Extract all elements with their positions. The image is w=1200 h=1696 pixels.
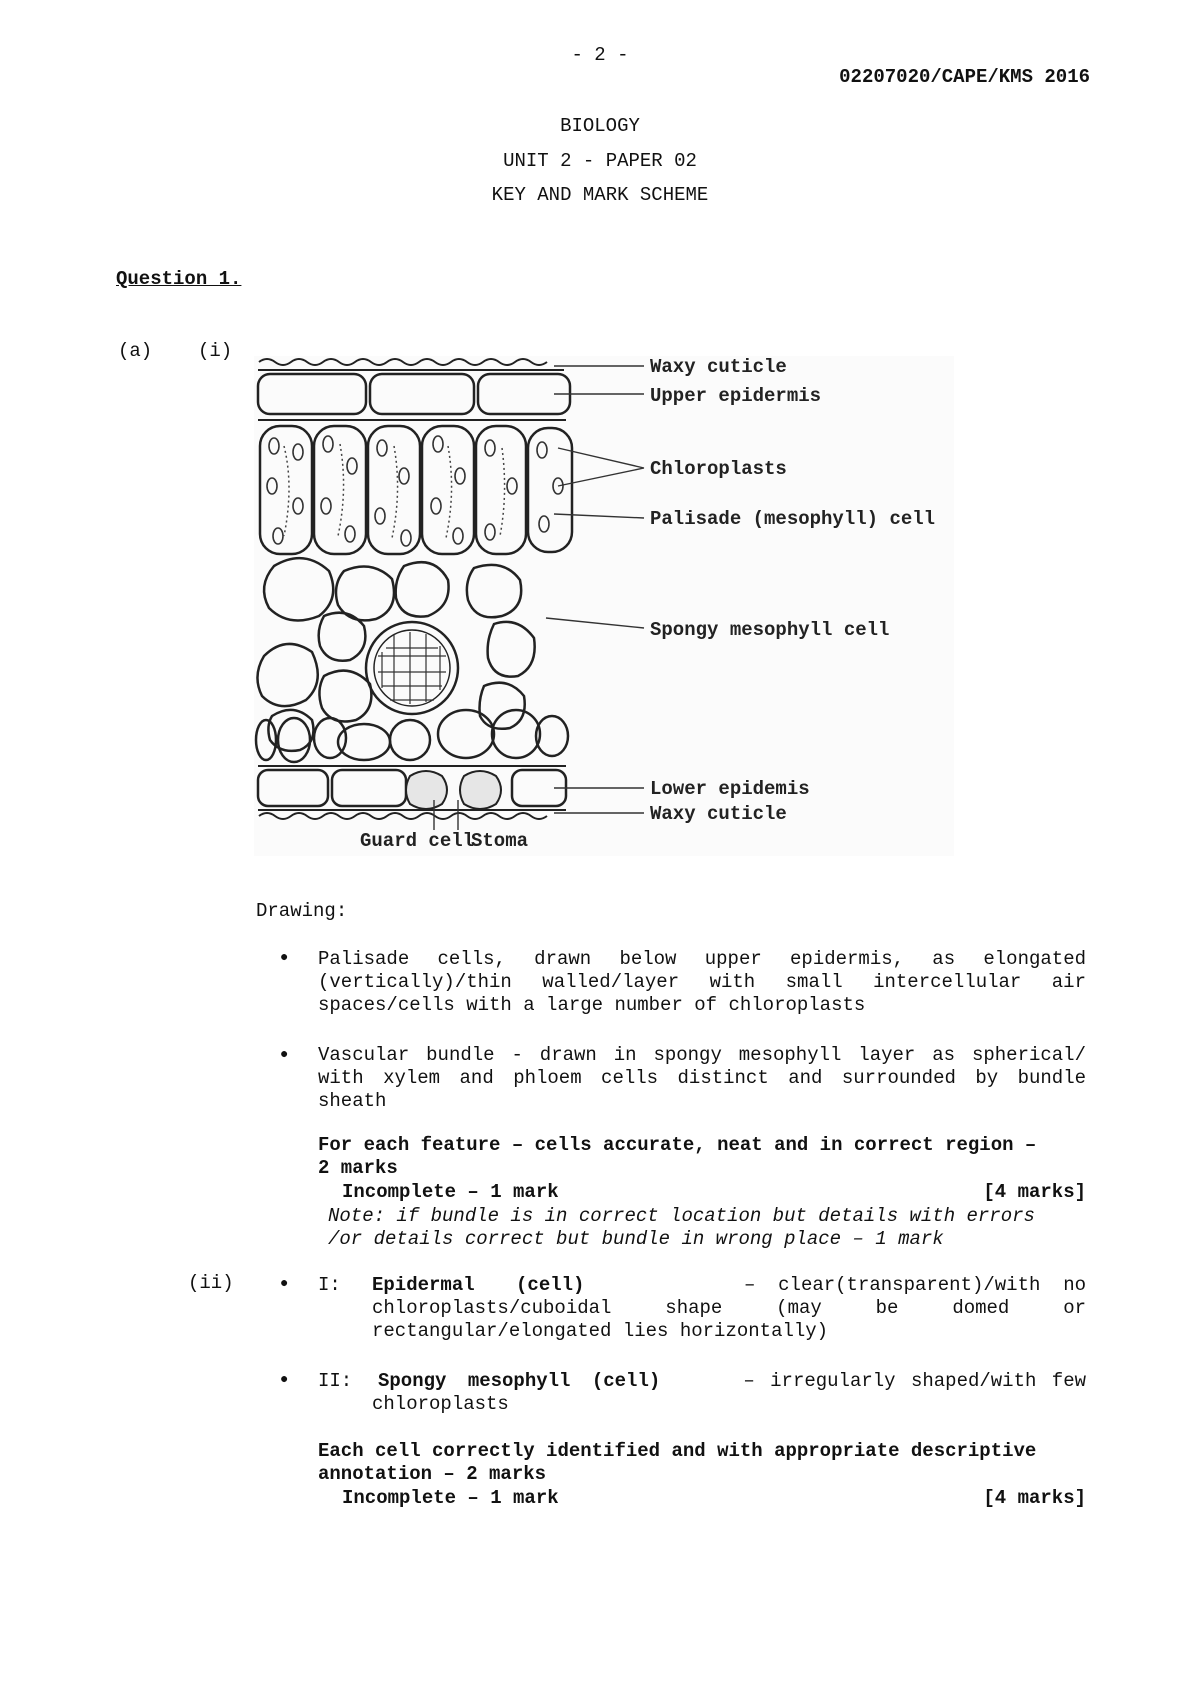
bullet4-text xyxy=(372,1370,1086,1416)
bullet3-prefix: I: xyxy=(318,1274,341,1296)
document-code: 02207020/CAPE/KMS 2016 xyxy=(839,66,1090,88)
bullet3-text xyxy=(372,1274,1086,1343)
marks-i-incomplete: Incomplete – 1 mark xyxy=(342,1181,559,1203)
label-spongy-mesophyll: Spongy mesophyll cell xyxy=(650,619,890,641)
question-heading: Question 1. xyxy=(116,268,242,290)
marks-i-total: [4 marks] xyxy=(983,1181,1086,1203)
marks-ii-total: [4 marks] xyxy=(983,1487,1086,1509)
bullet-point-icon xyxy=(280,1374,292,1386)
bullet4-line1-rest: – irregularly shaped/with few xyxy=(743,1370,1086,1392)
page-number: - 2 - xyxy=(571,44,629,66)
bullet4-line1 xyxy=(378,1370,1086,1393)
marks-i-note2: /or details correct but bundle in wrong place – 1 mark xyxy=(328,1228,944,1250)
title-unit: UNIT 2 - PAPER 02 xyxy=(503,150,697,172)
bullet1-line: (vertically)/thin walled/layer with small intercellular air xyxy=(318,971,1086,993)
drawing-heading: Drawing: xyxy=(256,900,348,922)
marks-i-note1: Note: if bundle is in correct location but details with errors xyxy=(328,1205,1035,1227)
leaf-cross-section-diagram xyxy=(254,356,954,856)
bullet3-line2: chloroplasts/cuboidal shape (may be domed or xyxy=(372,1297,1086,1319)
bullet-point-icon xyxy=(280,1278,292,1290)
bullet-point-icon xyxy=(280,1049,292,1061)
marks-ii-incomplete: Incomplete – 1 mark xyxy=(342,1487,559,1509)
bullet3-line1-rest: – clear(transparent)/with no xyxy=(743,1274,1086,1296)
marks-i-line1: For each feature – cells accurate, neat and in correct region – xyxy=(318,1134,1037,1156)
label-chloroplasts: Chloroplasts xyxy=(650,458,787,480)
bullet3-line1 xyxy=(372,1274,1086,1297)
label-waxy-cuticle-bottom: Waxy cuticle xyxy=(650,803,787,825)
bullet2-line: Vascular bundle - drawn in spongy mesophyll layer as spherical/ xyxy=(318,1044,1086,1066)
marks-i-criteria xyxy=(318,1134,1086,1180)
label-upper-epidermis: Upper epidermis xyxy=(650,385,822,407)
bullet1-line: spaces/cells with a large number of chloroplasts xyxy=(318,994,866,1016)
bullet3-term: Epidermal (cell) xyxy=(372,1274,585,1296)
marks-ii-line1: Each cell correctly identified and with appropriate descriptive xyxy=(318,1440,1037,1462)
bullet2-text xyxy=(318,1044,1086,1113)
label-waxy-cuticle-top: Waxy cuticle xyxy=(650,356,787,378)
bullet3-line3: rectangular/elongated lies horizontally) xyxy=(372,1320,829,1342)
marks-i-line2: 2 marks xyxy=(318,1157,398,1179)
label-stoma: Stoma xyxy=(471,830,529,852)
title-subject: BIOLOGY xyxy=(560,115,640,137)
bullet2-line: sheath xyxy=(318,1090,387,1112)
label-palisade-cell: Palisade (mesophyll) cell xyxy=(650,508,936,530)
marks-ii-line2: annotation – 2 marks xyxy=(318,1463,547,1485)
bullet4-line2: chloroplasts xyxy=(372,1393,509,1415)
part-i-label: (i) xyxy=(198,340,233,362)
bullet2-line: with xylem and phloem cells distinct and surrounded by bundle xyxy=(318,1067,1086,1089)
part-ii-label: (ii) xyxy=(188,1272,234,1294)
bullet1-line: Palisade cells, drawn below upper epidermis, as elongated xyxy=(318,948,1086,970)
part-a-label: (a) xyxy=(118,340,153,362)
label-lower-epidermis: Lower epidemis xyxy=(650,778,810,800)
bullet-point-icon xyxy=(280,952,292,964)
title-scheme: KEY AND MARK SCHEME xyxy=(491,184,709,206)
bullet1-text xyxy=(318,948,1086,1017)
bullet4-prefix: II: xyxy=(318,1370,353,1392)
bullet4-term: Spongy mesophyll (cell) xyxy=(378,1370,661,1392)
marks-ii-criteria xyxy=(318,1440,1086,1486)
label-guard-cell: Guard cell xyxy=(360,830,475,852)
